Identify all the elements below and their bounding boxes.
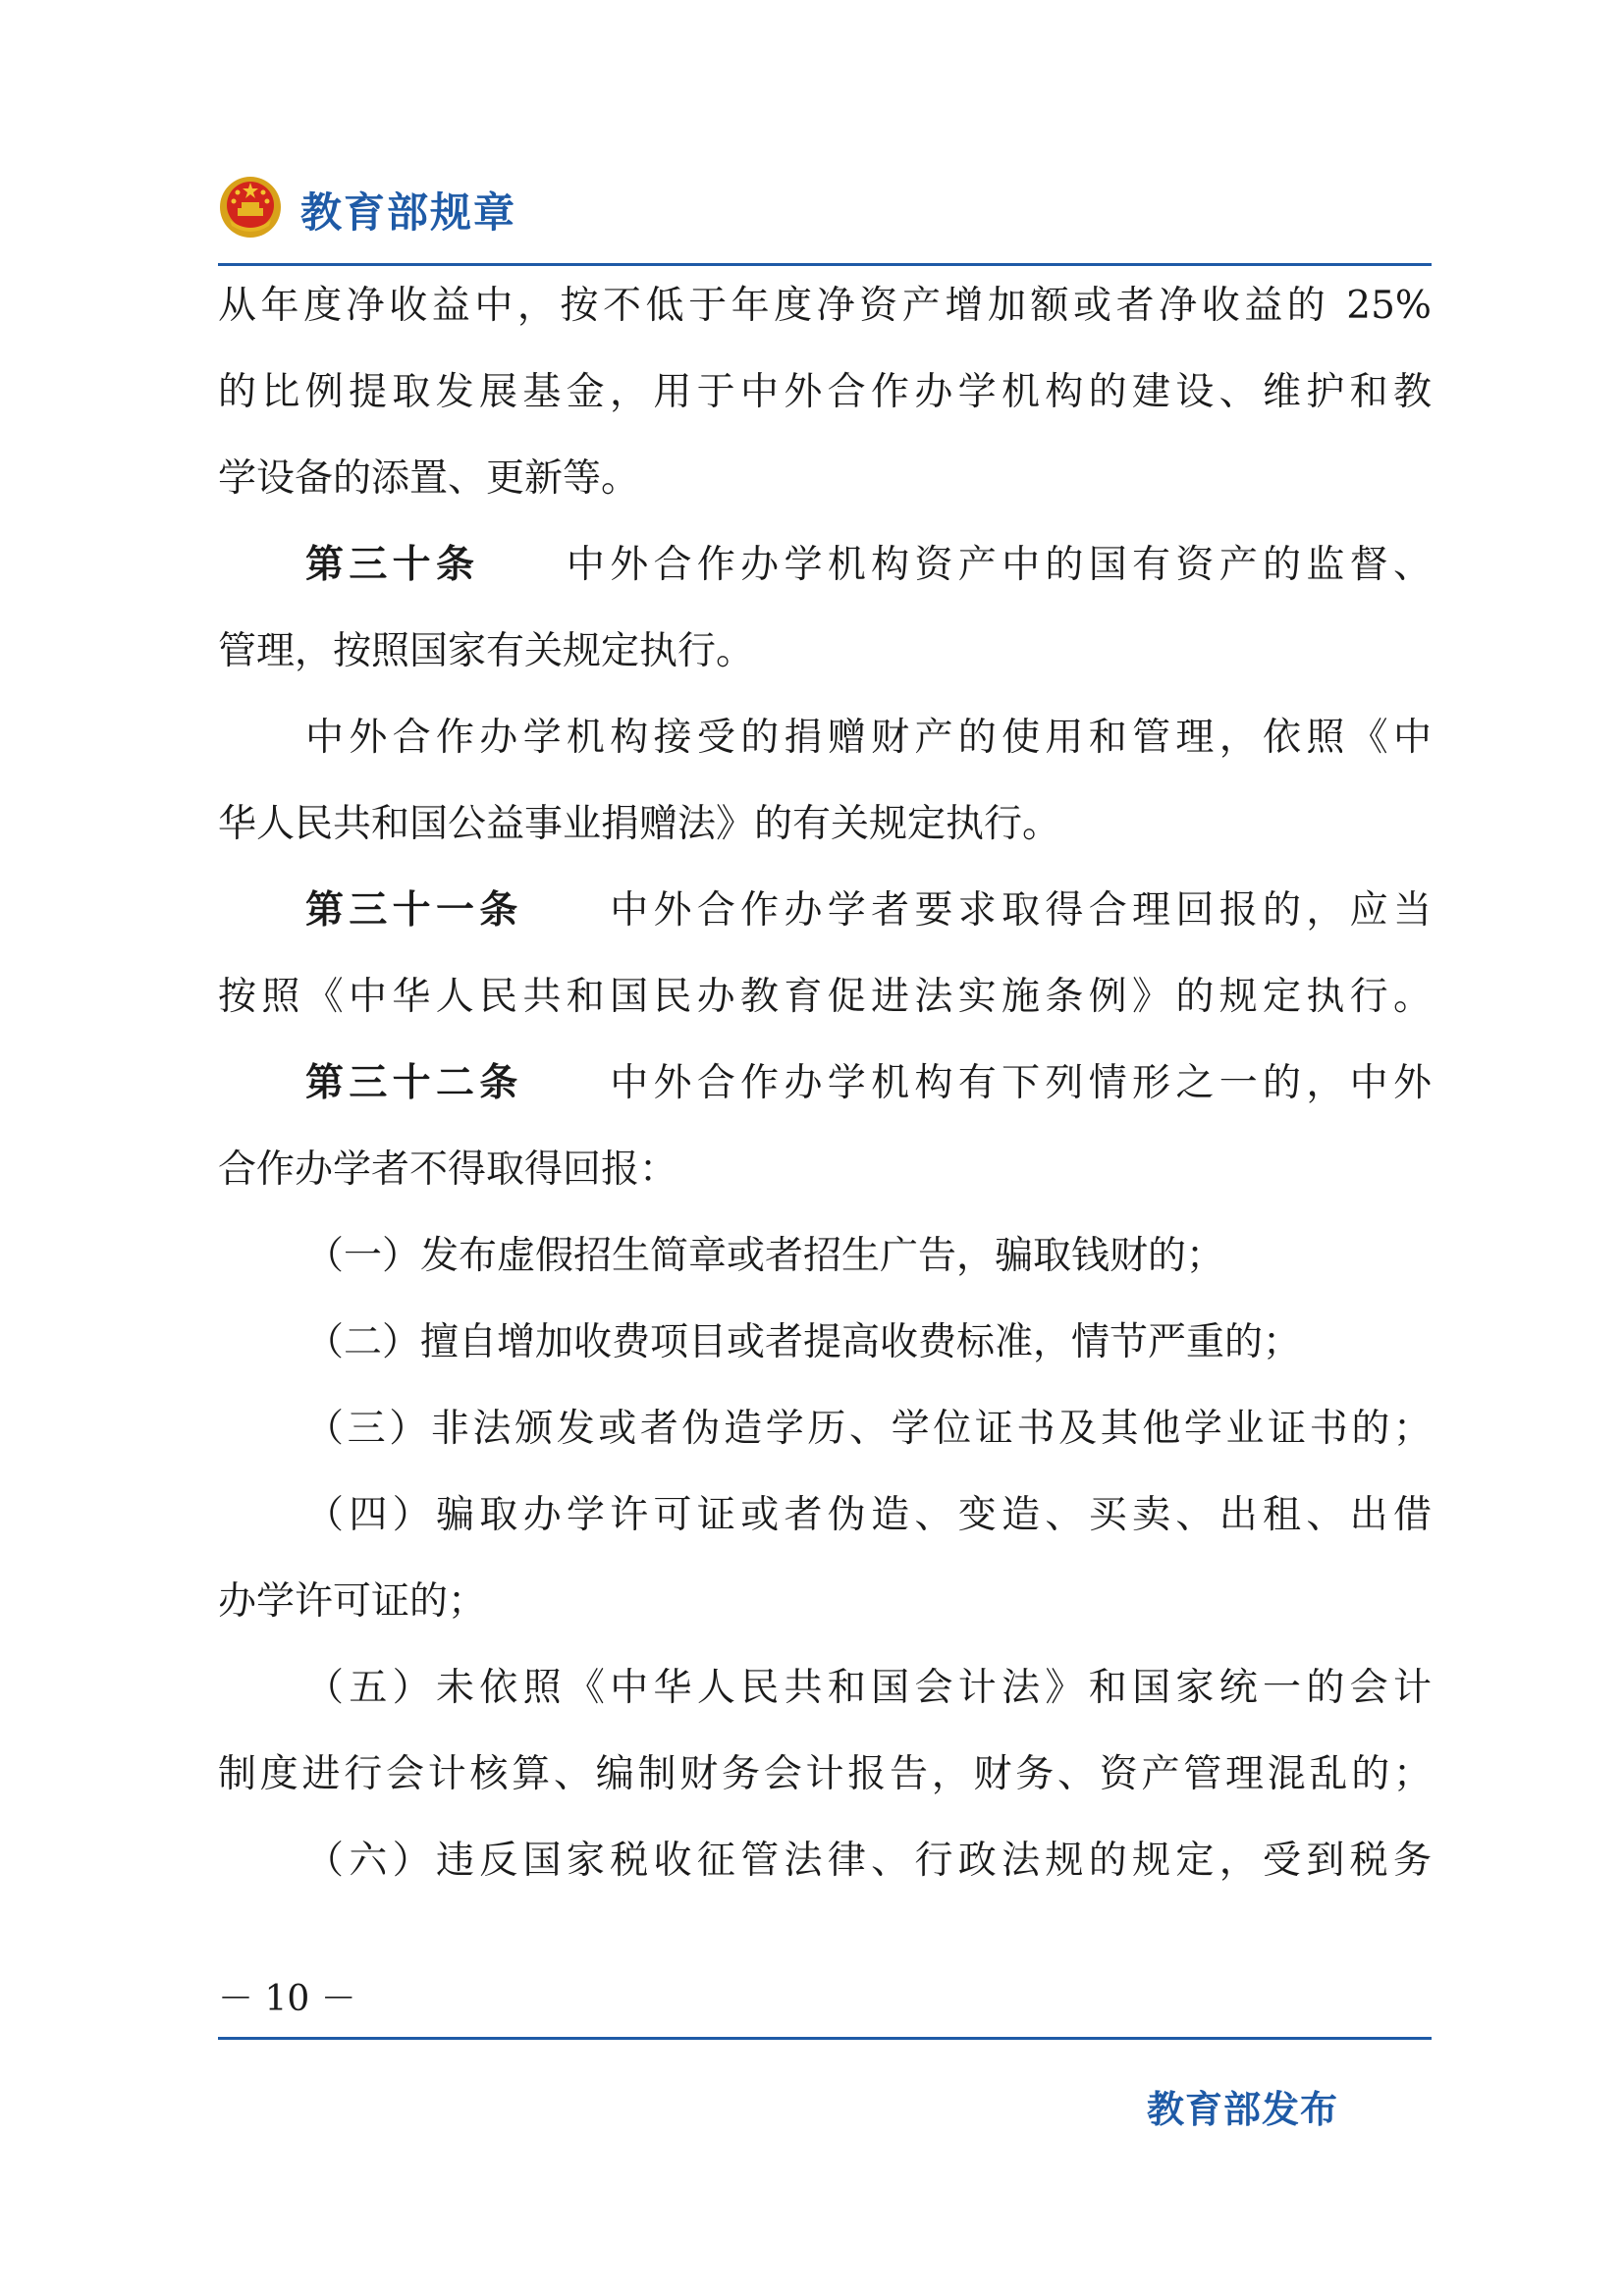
text-line: 合作办学者不得取得回报： bbox=[218, 1148, 678, 1192]
header-divider bbox=[218, 263, 1432, 266]
article-paragraph bbox=[305, 1054, 1432, 1113]
article-number: 第三十一条 bbox=[305, 888, 523, 933]
list-item: （四）骗取办学许可证或者伪造、变造、买卖、出租、出借 bbox=[305, 1493, 1432, 1537]
text-line: 学设备的添置、更新等。 bbox=[218, 456, 640, 501]
footer-divider bbox=[218, 2037, 1432, 2040]
article-paragraph bbox=[305, 536, 1432, 595]
list-item: （三）非法颁发或者伪造学历、学位证书及其他学业证书的； bbox=[305, 1407, 1432, 1451]
text-line: 中外合作办学机构接受的捐赠财产的使用和管理，依照《中 bbox=[305, 716, 1432, 760]
list-item: （二）擅自增加收费项目或者提高收费标准，情节严重的； bbox=[305, 1320, 1302, 1364]
national-emblem-icon bbox=[218, 175, 283, 240]
text-line: 从年度净收益中，按不低于年度净资产增加额或者净收益的 25% bbox=[218, 284, 1432, 328]
text-line: 中外合作办学者要求取得合理回报的，应当 bbox=[610, 888, 1432, 933]
footer-publisher: 教育部发布 bbox=[1147, 2088, 1339, 2131]
text-line: 中外合作办学机构资产中的国有资产的监督、 bbox=[566, 543, 1432, 587]
page-number: － 10 － bbox=[218, 1979, 356, 2019]
list-item: （六）违反国家税收征管法律、行政法规的规定，受到税务 bbox=[305, 1839, 1432, 1883]
text-line: 华人民共和国公益事业捐赠法》的有关规定执行。 bbox=[218, 802, 1061, 846]
article-number: 第三十二条 bbox=[305, 1061, 523, 1105]
article-number: 第三十条 bbox=[305, 543, 480, 587]
text-line: 制度进行会计核算、编制财务会计报告，财务、资产管理混乱的； bbox=[218, 1752, 1432, 1796]
text-line: 管理，按照国家有关规定执行。 bbox=[218, 629, 755, 673]
article-paragraph bbox=[305, 881, 1432, 940]
header-title: 教育部规章 bbox=[300, 188, 517, 237]
text-line: 按照《中华人民共和国民办教育促进法实施条例》的规定执行。 bbox=[218, 975, 1432, 1019]
text-line: 的比例提取发展基金，用于中外合作办学机构的建设、维护和教 bbox=[218, 370, 1432, 414]
text-line: 中外合作办学机构有下列情形之一的，中外 bbox=[610, 1061, 1432, 1105]
list-item: （一）发布虚假招生简章或者招生广告，骗取钱财的； bbox=[305, 1234, 1225, 1278]
document-header bbox=[218, 175, 1435, 253]
text-line: 办学许可证的； bbox=[218, 1579, 487, 1624]
list-item: （五）未依照《中华人民共和国会计法》和国家统一的会计 bbox=[305, 1666, 1432, 1710]
